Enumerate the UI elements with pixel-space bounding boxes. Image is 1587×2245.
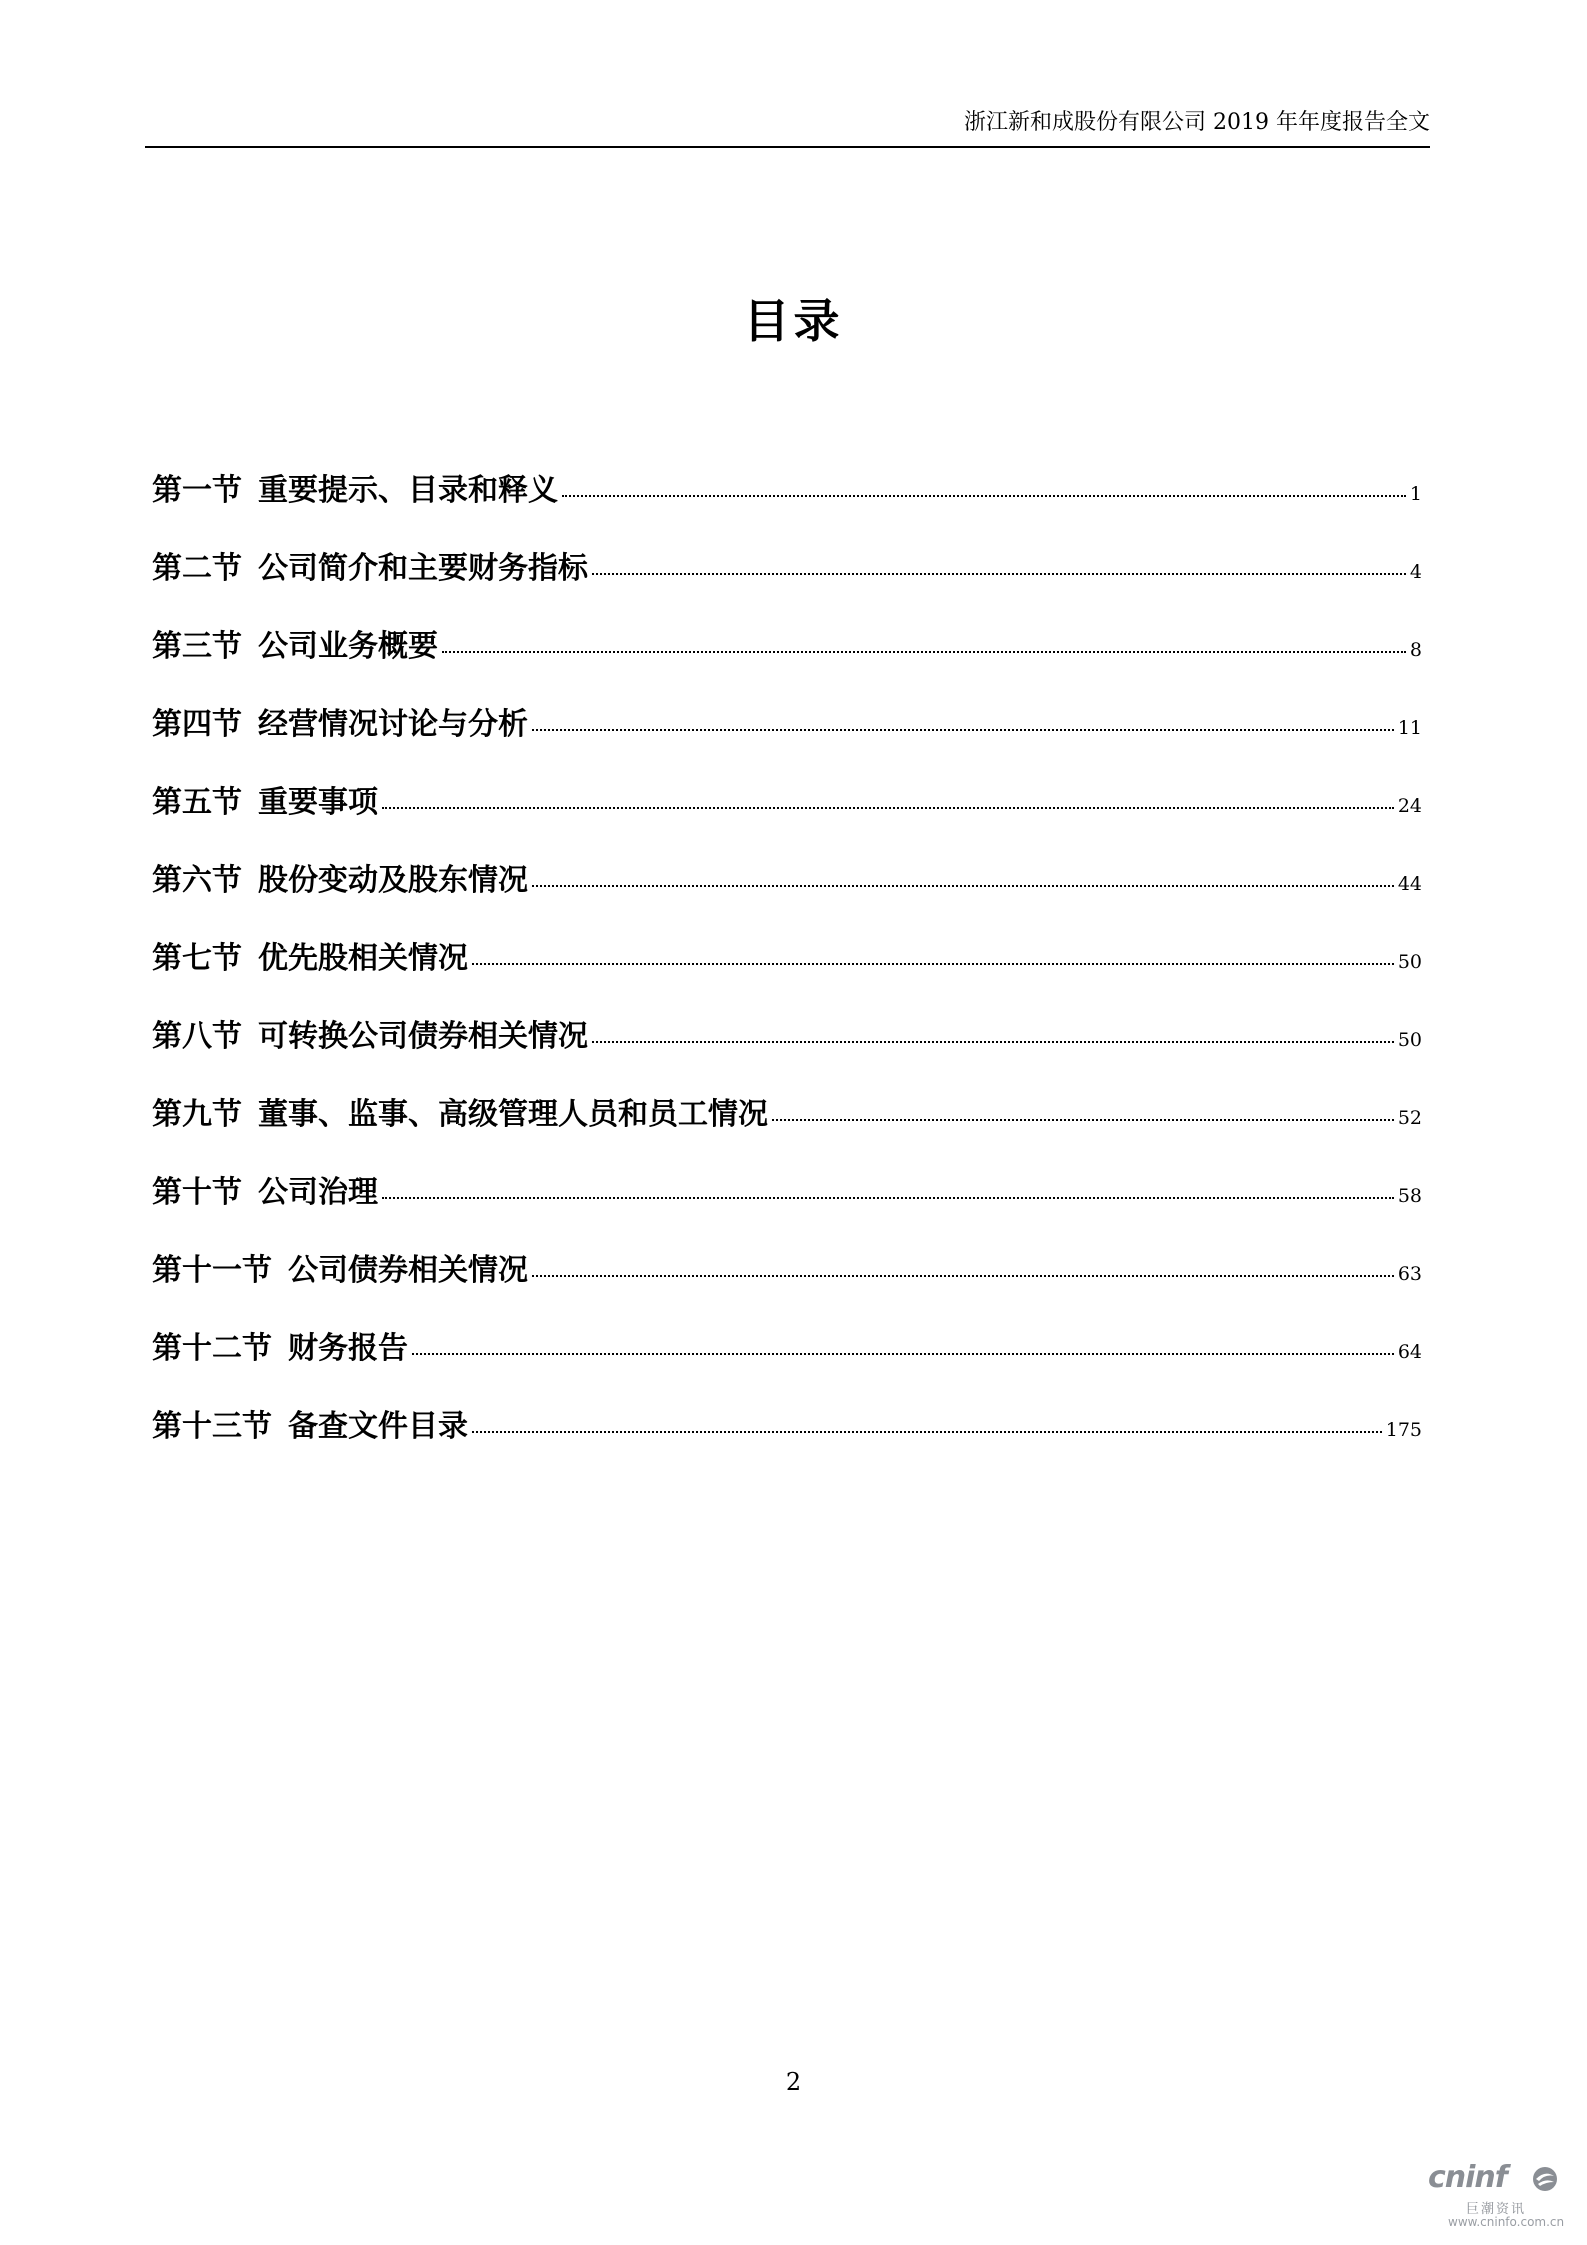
toc-page: 63: [1397, 1263, 1422, 1285]
toc-page: 58: [1397, 1185, 1422, 1207]
toc-title: 公司业务概要: [258, 629, 438, 664]
toc-section: 第四节: [152, 707, 242, 742]
toc-title: 公司简介和主要财务指标: [258, 551, 588, 586]
header-text: 浙江新和成股份有限公司 2019 年年度报告全文: [964, 110, 1430, 135]
swirl-icon: [1530, 2164, 1560, 2194]
toc-leader: [532, 1275, 1394, 1277]
toc-title: 公司债券相关情况: [288, 1253, 528, 1288]
toc-page: 50: [1397, 951, 1422, 973]
toc-section: 第十节: [152, 1175, 242, 1210]
toc-section: 第五节: [152, 785, 242, 820]
table-of-contents: [152, 465, 1422, 1479]
toc-section: 第三节: [152, 629, 242, 664]
toc-page: 11: [1397, 717, 1422, 739]
toc-section: 第六节: [152, 863, 242, 898]
toc-page: 64: [1397, 1341, 1422, 1363]
toc-page: 52: [1397, 1107, 1422, 1129]
toc-title: 股份变动及股东情况: [258, 863, 528, 898]
toc-leader: [472, 1431, 1382, 1433]
toc-leader: [562, 495, 1406, 497]
toc-title: 备查文件目录: [288, 1409, 468, 1444]
toc-page: 175: [1385, 1419, 1422, 1441]
toc-page: 24: [1397, 795, 1422, 817]
toc-entry[interactable]: [152, 1401, 1422, 1479]
toc-section: 第十二节: [152, 1331, 272, 1366]
toc-entry[interactable]: [152, 1323, 1422, 1401]
toc-title: 优先股相关情况: [258, 941, 468, 976]
toc-entry[interactable]: [152, 777, 1422, 855]
toc-leader: [442, 651, 1406, 653]
toc-section: 第十一节: [152, 1253, 272, 1288]
page-title: 目录: [743, 294, 844, 348]
toc-section: 第八节: [152, 1019, 242, 1054]
toc-leader: [592, 573, 1406, 575]
logo-wordmark: cninf: [1428, 2160, 1507, 2195]
toc-page: 44: [1397, 873, 1422, 895]
toc-section: 第九节: [152, 1097, 242, 1132]
toc-leader: [532, 729, 1394, 731]
toc-entry[interactable]: [152, 933, 1422, 1011]
toc-page: 8: [1409, 639, 1422, 661]
toc-leader: [592, 1041, 1394, 1043]
toc-leader: [532, 885, 1394, 887]
toc-entry[interactable]: [152, 1089, 1422, 1167]
logo-chinese-name: 巨潮资讯: [1466, 2202, 1527, 2217]
toc-section: 第二节: [152, 551, 242, 586]
toc-leader: [472, 963, 1394, 965]
toc-title: 重要事项: [258, 785, 378, 820]
toc-entry[interactable]: [152, 543, 1422, 621]
toc-entry[interactable]: [152, 855, 1422, 933]
page-header: [145, 110, 1430, 148]
toc-page: 50: [1397, 1029, 1422, 1051]
toc-entry[interactable]: [152, 1245, 1422, 1323]
toc-section: 第十三节: [152, 1409, 272, 1444]
toc-title: 重要提示、目录和释义: [258, 473, 558, 508]
logo-url: www.cninfo.com.cn: [1448, 2215, 1565, 2229]
toc-page: 1: [1409, 483, 1422, 505]
toc-leader: [412, 1353, 1394, 1355]
toc-leader: [772, 1119, 1394, 1121]
cninfo-logo: [1428, 2160, 1568, 2230]
toc-entry[interactable]: [152, 1011, 1422, 1089]
toc-leader: [382, 807, 1394, 809]
toc-leader: [382, 1197, 1394, 1199]
toc-section: 第一节: [152, 473, 242, 508]
toc-page: 4: [1409, 561, 1422, 583]
toc-entry[interactable]: [152, 1167, 1422, 1245]
page-number: 2: [785, 2068, 802, 2096]
toc-entry[interactable]: [152, 699, 1422, 777]
toc-title: 财务报告: [288, 1331, 408, 1366]
toc-title: 经营情况讨论与分析: [258, 707, 528, 742]
toc-title: 可转换公司债券相关情况: [258, 1019, 588, 1054]
toc-title: 公司治理: [258, 1175, 378, 1210]
toc-title: 董事、监事、高级管理人员和员工情况: [258, 1097, 768, 1132]
toc-entry[interactable]: [152, 621, 1422, 699]
toc-entry[interactable]: [152, 465, 1422, 543]
toc-section: 第七节: [152, 941, 242, 976]
